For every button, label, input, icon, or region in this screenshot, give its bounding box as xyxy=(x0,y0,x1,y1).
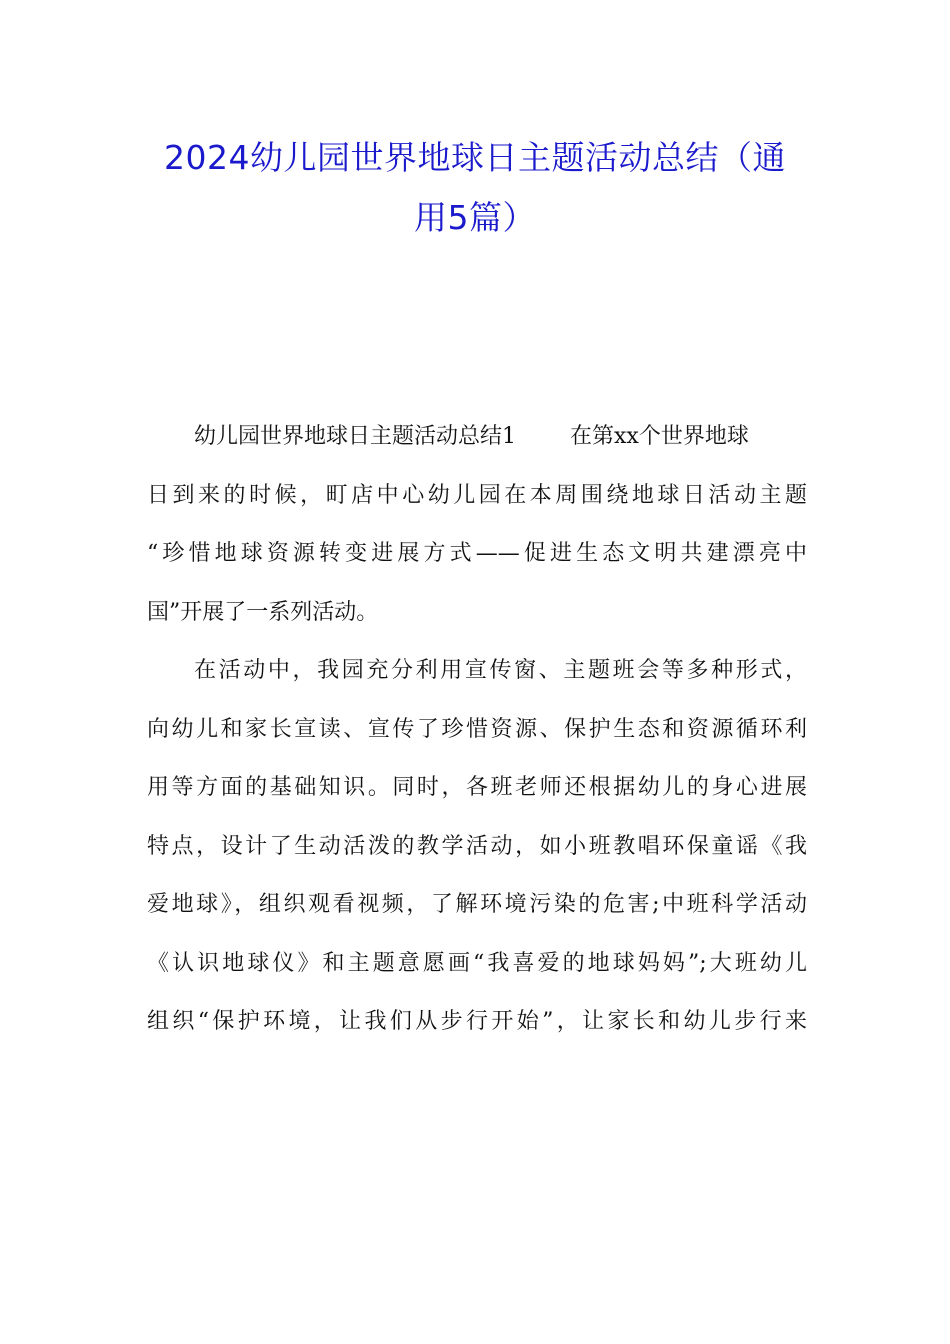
document-body xyxy=(147,408,807,1052)
title-line-2: 用5篇） xyxy=(414,198,536,237)
paragraph-1-line-1 xyxy=(147,408,807,467)
section-heading: 幼儿园世界地球日主题活动总结1 xyxy=(194,424,516,449)
title-line-1: 2024幼儿园世界地球日主题活动总结（通 xyxy=(164,138,786,177)
paragraph-2-line-7: 组织“保护环境，让我们从步行开始”，让家长和幼儿步行来 xyxy=(147,1009,807,1034)
paragraph-2-line-1: 在活动中，我园充分利用宣传窗、主题班会等多种形式， xyxy=(194,658,807,683)
paragraph-2-line-5: 爱地球》，组织观看视频，了解环境污染的危害;中班科学活动 xyxy=(147,892,807,917)
paragraph-1-opening: 在第xx个世界地球 xyxy=(570,424,749,449)
paragraph-2-line-4: 特点，设计了生动活泼的教学活动，如小班教唱环保童谣《我 xyxy=(147,833,807,859)
paragraph-1-line-4: 国”开展了一系列活动。 xyxy=(147,599,379,625)
document-title xyxy=(140,128,810,248)
paragraph-2-line-6: 《认识地球仪》和主题意愿画“我喜爱的地球妈妈”;大班幼儿 xyxy=(147,950,807,976)
paragraph-1-line-2: 日到来的时候，町店中心幼儿园在本周围绕地球日活动主题 xyxy=(147,482,807,508)
paragraph-2-line-3: 用等方面的基础知识。同时，各班老师还根据幼儿的身心进展 xyxy=(147,775,807,800)
paragraph-1-line-3: “珍惜地球资源转变进展方式——促进生态文明共建漂亮中 xyxy=(147,541,807,566)
paragraph-2-line-2: 向幼儿和家长宣读、宣传了珍惜资源、保护生态和资源循环利 xyxy=(147,716,807,742)
